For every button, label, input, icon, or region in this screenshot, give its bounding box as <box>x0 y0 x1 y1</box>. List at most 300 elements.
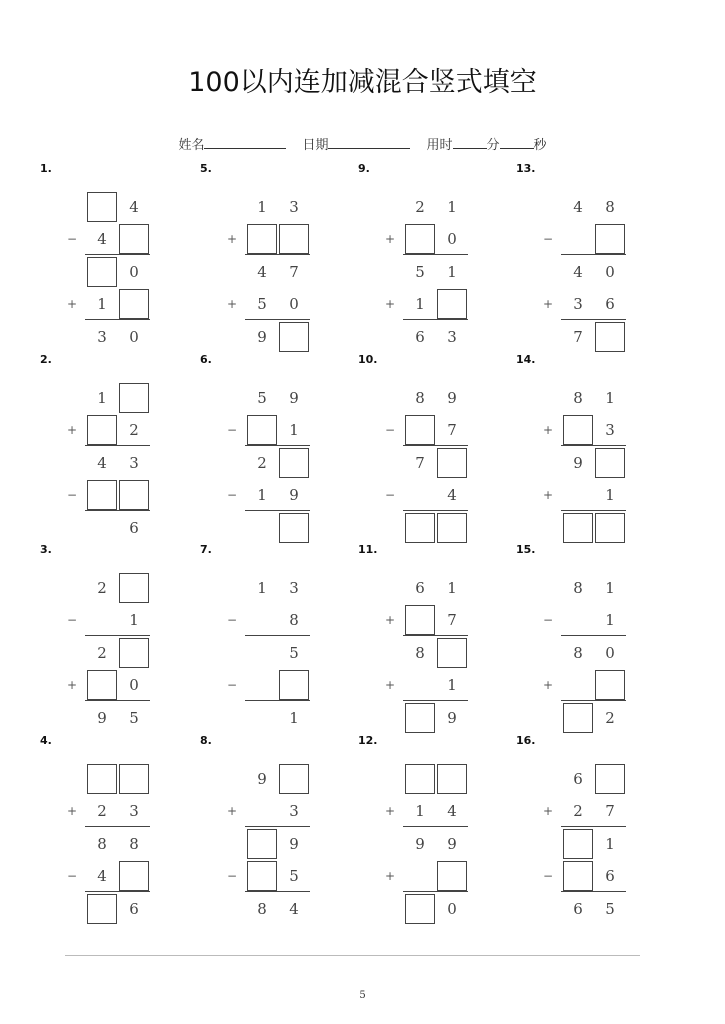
minus-operator: − <box>542 869 554 883</box>
plus-operator: + <box>542 423 554 437</box>
problem-number: 7. <box>200 543 212 556</box>
problem-row <box>380 289 480 319</box>
sum-line <box>403 826 468 827</box>
answer-box[interactable] <box>595 448 625 478</box>
digit: 8 <box>257 900 267 918</box>
problem-row <box>222 513 322 543</box>
problem-row <box>222 796 322 826</box>
problem-row <box>62 573 162 603</box>
digit: 9 <box>257 328 267 346</box>
problem-row <box>222 224 322 254</box>
minus-operator: − <box>66 869 78 883</box>
digit: 6 <box>415 328 425 346</box>
digit: 4 <box>289 900 299 918</box>
digit: 3 <box>289 579 299 597</box>
problem-row <box>538 480 638 510</box>
problem-row <box>62 257 162 287</box>
sum-line <box>561 445 626 446</box>
digit: 1 <box>447 676 457 694</box>
problem-row <box>62 480 162 510</box>
problem-7 <box>200 543 320 728</box>
digit: 0 <box>605 644 615 662</box>
digit: 4 <box>447 486 457 504</box>
digit: 5 <box>605 900 615 918</box>
answer-box[interactable] <box>119 764 149 794</box>
plus-operator: + <box>542 678 554 692</box>
answer-box[interactable] <box>595 513 625 543</box>
digit: 9 <box>97 709 107 727</box>
problem-row <box>222 638 322 668</box>
problem-6 <box>200 353 320 538</box>
digit: 4 <box>97 867 107 885</box>
date-blank[interactable] <box>328 136 410 149</box>
answer-box[interactable] <box>119 289 149 319</box>
digit: 2 <box>257 454 267 472</box>
problem-row <box>380 638 480 668</box>
minutes-blank[interactable] <box>453 136 487 149</box>
problem-row <box>62 322 162 352</box>
digit: 9 <box>289 389 299 407</box>
problem-row <box>222 894 322 924</box>
problem-row <box>62 861 162 891</box>
problem-row <box>380 829 480 859</box>
digit: 1 <box>605 835 615 853</box>
sum-line <box>245 254 310 255</box>
plus-operator: + <box>542 488 554 502</box>
student-info-line <box>0 134 725 153</box>
sum-line <box>245 635 310 636</box>
digit: 8 <box>573 579 583 597</box>
answer-box[interactable] <box>405 605 435 635</box>
problem-number: 11. <box>358 543 378 556</box>
problem-row <box>62 224 162 254</box>
seconds-blank[interactable] <box>500 136 534 149</box>
digit: 1 <box>289 709 299 727</box>
answer-box[interactable] <box>119 383 149 413</box>
problem-row <box>538 638 638 668</box>
digit: 1 <box>605 611 615 629</box>
answer-box[interactable] <box>279 513 309 543</box>
digit: 1 <box>605 389 615 407</box>
answer-box[interactable] <box>437 764 467 794</box>
problem-row <box>222 448 322 478</box>
problem-row <box>538 224 638 254</box>
minus-operator: − <box>226 678 238 692</box>
answer-box[interactable] <box>119 480 149 510</box>
sum-line <box>245 319 310 320</box>
problem-3 <box>40 543 160 728</box>
problem-row <box>62 670 162 700</box>
footer-divider <box>65 955 640 956</box>
problem-number: 3. <box>40 543 52 556</box>
digit <box>563 480 593 510</box>
problem-row <box>62 192 162 222</box>
digit: 6 <box>129 900 139 918</box>
plus-operator: + <box>384 678 396 692</box>
answer-box[interactable] <box>87 894 117 924</box>
sum-line <box>245 891 310 892</box>
digit: 9 <box>573 454 583 472</box>
answer-box[interactable] <box>279 670 309 700</box>
digit: 8 <box>605 198 615 216</box>
minus-operator: − <box>66 232 78 246</box>
answer-box[interactable] <box>279 448 309 478</box>
digit <box>87 605 117 635</box>
problem-row <box>222 257 322 287</box>
problem-row <box>380 480 480 510</box>
digit: 3 <box>97 328 107 346</box>
digit: 3 <box>573 295 583 313</box>
digit: 0 <box>129 676 139 694</box>
time-label: 用时 <box>426 138 453 153</box>
digit: 1 <box>447 579 457 597</box>
second-label: 秒 <box>533 138 547 153</box>
digit: 2 <box>605 709 615 727</box>
answer-box[interactable] <box>405 513 435 543</box>
digit <box>247 638 277 668</box>
digit: 7 <box>573 328 583 346</box>
answer-box[interactable] <box>87 764 117 794</box>
answer-box[interactable] <box>437 861 467 891</box>
digit: 5 <box>257 389 267 407</box>
problem-row <box>380 605 480 635</box>
digit: 4 <box>97 454 107 472</box>
sum-line <box>561 891 626 892</box>
answer-box[interactable] <box>405 894 435 924</box>
problem-row <box>538 829 638 859</box>
digit: 1 <box>97 389 107 407</box>
digit: 9 <box>289 835 299 853</box>
digit: 7 <box>289 263 299 281</box>
digit: 8 <box>97 835 107 853</box>
answer-box[interactable] <box>563 513 593 543</box>
digit: 6 <box>415 579 425 597</box>
plus-operator: + <box>226 804 238 818</box>
answer-box[interactable] <box>87 192 117 222</box>
problem-number: 14. <box>516 353 536 366</box>
answer-box[interactable] <box>405 224 435 254</box>
answer-box[interactable] <box>437 638 467 668</box>
problem-number: 13. <box>516 162 536 175</box>
problem-row <box>222 670 322 700</box>
answer-box[interactable] <box>437 448 467 478</box>
answer-box[interactable] <box>595 670 625 700</box>
problem-row <box>222 415 322 445</box>
plus-operator: + <box>384 232 396 246</box>
digit <box>405 670 435 700</box>
digit: 8 <box>573 644 583 662</box>
plus-operator: + <box>66 297 78 311</box>
digit <box>247 670 277 700</box>
digit: 1 <box>605 579 615 597</box>
sum-line <box>85 700 150 701</box>
problem-row <box>222 289 322 319</box>
answer-box[interactable] <box>563 829 593 859</box>
digit <box>405 861 435 891</box>
problem-row <box>380 192 480 222</box>
digit: 3 <box>289 198 299 216</box>
digit: 3 <box>129 454 139 472</box>
problem-4 <box>40 734 160 919</box>
minus-operator: − <box>226 613 238 627</box>
digit: 2 <box>97 579 107 597</box>
digit: 2 <box>97 644 107 662</box>
digit: 3 <box>447 328 457 346</box>
digit: 8 <box>415 644 425 662</box>
digit: 5 <box>289 644 299 662</box>
plus-operator: + <box>66 678 78 692</box>
answer-box[interactable] <box>437 289 467 319</box>
digit: 8 <box>415 389 425 407</box>
digit: 1 <box>605 486 615 504</box>
problem-10 <box>358 353 478 538</box>
sum-line <box>85 635 150 636</box>
problem-row <box>222 322 322 352</box>
problem-row <box>538 605 638 635</box>
problem-14 <box>516 353 636 538</box>
digit: 9 <box>447 709 457 727</box>
problem-row <box>538 383 638 413</box>
answer-box[interactable] <box>87 670 117 700</box>
problem-row <box>380 894 480 924</box>
answer-box[interactable] <box>405 764 435 794</box>
digit <box>87 513 117 543</box>
problem-row <box>62 448 162 478</box>
plus-operator: + <box>542 297 554 311</box>
problem-row <box>62 289 162 319</box>
answer-box[interactable] <box>87 257 117 287</box>
problem-row <box>222 573 322 603</box>
sum-line <box>85 445 150 446</box>
answer-box[interactable] <box>437 513 467 543</box>
sum-line <box>561 635 626 636</box>
plus-operator: + <box>226 232 238 246</box>
digit: 9 <box>415 835 425 853</box>
problem-row <box>380 448 480 478</box>
sum-line <box>403 891 468 892</box>
problem-row <box>62 415 162 445</box>
minus-operator: − <box>384 423 396 437</box>
problem-row <box>62 605 162 635</box>
problem-row <box>538 894 638 924</box>
digit: 1 <box>447 198 457 216</box>
digit: 4 <box>573 198 583 216</box>
problem-row <box>222 192 322 222</box>
problem-row <box>538 448 638 478</box>
problem-row <box>62 703 162 733</box>
name-blank[interactable] <box>204 136 286 149</box>
problem-row <box>538 513 638 543</box>
digit: 3 <box>289 802 299 820</box>
plus-operator: + <box>66 804 78 818</box>
minute-label: 分 <box>486 138 500 153</box>
sum-line <box>403 445 468 446</box>
problem-13 <box>516 162 636 347</box>
answer-box[interactable] <box>247 224 277 254</box>
digit: 6 <box>573 900 583 918</box>
problem-number: 8. <box>200 734 212 747</box>
digit: 1 <box>289 421 299 439</box>
problem-row <box>538 573 638 603</box>
problem-row <box>222 383 322 413</box>
problem-number: 16. <box>516 734 536 747</box>
digit: 7 <box>415 454 425 472</box>
problem-row <box>380 764 480 794</box>
sum-line <box>85 510 150 511</box>
digit: 9 <box>289 486 299 504</box>
problem-row <box>62 764 162 794</box>
answer-box[interactable] <box>563 861 593 891</box>
digit: 2 <box>415 198 425 216</box>
problem-row <box>380 415 480 445</box>
sum-line <box>403 510 468 511</box>
sum-line <box>403 700 468 701</box>
digit: 1 <box>257 486 267 504</box>
problem-row <box>222 480 322 510</box>
problem-row <box>380 796 480 826</box>
digit: 6 <box>605 867 615 885</box>
sum-line <box>561 254 626 255</box>
digit: 0 <box>129 263 139 281</box>
sum-line <box>245 826 310 827</box>
answer-box[interactable] <box>405 415 435 445</box>
minus-operator: − <box>226 488 238 502</box>
digit: 8 <box>573 389 583 407</box>
problem-row <box>222 829 322 859</box>
answer-box[interactable] <box>87 480 117 510</box>
problem-15 <box>516 543 636 728</box>
answer-box[interactable] <box>279 322 309 352</box>
problem-9 <box>358 162 478 347</box>
problem-12 <box>358 734 478 919</box>
problem-8 <box>200 734 320 919</box>
digit <box>247 703 277 733</box>
sum-line <box>403 254 468 255</box>
digit: 6 <box>573 770 583 788</box>
minus-operator: − <box>226 869 238 883</box>
minus-operator: − <box>226 423 238 437</box>
plus-operator: + <box>226 297 238 311</box>
problem-row <box>380 703 480 733</box>
problem-row <box>380 322 480 352</box>
minus-operator: − <box>66 488 78 502</box>
digit: 6 <box>605 295 615 313</box>
digit: 9 <box>257 770 267 788</box>
answer-box[interactable] <box>247 861 277 891</box>
digit: 1 <box>257 579 267 597</box>
sum-line <box>561 319 626 320</box>
answer-box[interactable] <box>563 703 593 733</box>
answer-box[interactable] <box>247 829 277 859</box>
answer-box[interactable] <box>563 415 593 445</box>
minus-operator: − <box>542 613 554 627</box>
digit: 4 <box>97 230 107 248</box>
digit: 5 <box>257 295 267 313</box>
digit: 5 <box>129 709 139 727</box>
sum-line <box>561 510 626 511</box>
answer-box[interactable] <box>595 224 625 254</box>
answer-box[interactable] <box>247 415 277 445</box>
problem-row <box>222 764 322 794</box>
digit: 7 <box>605 802 615 820</box>
answer-box[interactable] <box>595 764 625 794</box>
problem-row <box>222 605 322 635</box>
plus-operator: + <box>542 804 554 818</box>
problem-row <box>538 289 638 319</box>
sum-line <box>245 700 310 701</box>
sum-line <box>561 826 626 827</box>
problem-number: 4. <box>40 734 52 747</box>
digit: 5 <box>415 263 425 281</box>
plus-operator: + <box>384 804 396 818</box>
problem-row <box>538 764 638 794</box>
problem-5 <box>200 162 320 347</box>
plus-operator: + <box>384 297 396 311</box>
digit: 4 <box>129 198 139 216</box>
digit <box>247 796 277 826</box>
problem-number: 12. <box>358 734 378 747</box>
problem-row <box>380 670 480 700</box>
digit <box>405 480 435 510</box>
problem-row <box>538 861 638 891</box>
answer-box[interactable] <box>405 703 435 733</box>
digit: 3 <box>605 421 615 439</box>
digit <box>563 670 593 700</box>
digit: 9 <box>447 389 457 407</box>
answer-box[interactable] <box>595 322 625 352</box>
answer-box[interactable] <box>119 573 149 603</box>
digit: 1 <box>97 295 107 313</box>
minus-operator: − <box>384 488 396 502</box>
digit: 8 <box>129 835 139 853</box>
problem-number: 1. <box>40 162 52 175</box>
problem-row <box>380 513 480 543</box>
digit: 0 <box>289 295 299 313</box>
problem-row <box>62 894 162 924</box>
problem-row <box>62 829 162 859</box>
digit: 6 <box>129 519 139 537</box>
answer-box[interactable] <box>119 224 149 254</box>
answer-box[interactable] <box>119 861 149 891</box>
problem-row <box>538 322 638 352</box>
minus-operator: − <box>66 613 78 627</box>
answer-box[interactable] <box>119 638 149 668</box>
digit: 1 <box>415 295 425 313</box>
problem-16 <box>516 734 636 919</box>
digit: 1 <box>447 263 457 281</box>
answer-box[interactable] <box>279 224 309 254</box>
problem-row <box>222 861 322 891</box>
plus-operator: + <box>66 423 78 437</box>
problem-number: 6. <box>200 353 212 366</box>
sum-line <box>403 635 468 636</box>
digit: 4 <box>573 263 583 281</box>
answer-box[interactable] <box>87 415 117 445</box>
date-label: 日期 <box>302 138 329 153</box>
problem-row <box>62 513 162 543</box>
sum-line <box>245 445 310 446</box>
sum-line <box>245 510 310 511</box>
digit: 2 <box>97 802 107 820</box>
problem-row <box>62 796 162 826</box>
digit: 8 <box>289 611 299 629</box>
problem-11 <box>358 543 478 728</box>
digit <box>563 224 593 254</box>
problem-number: 2. <box>40 353 52 366</box>
digit <box>247 513 277 543</box>
problem-row <box>538 192 638 222</box>
answer-box[interactable] <box>279 764 309 794</box>
